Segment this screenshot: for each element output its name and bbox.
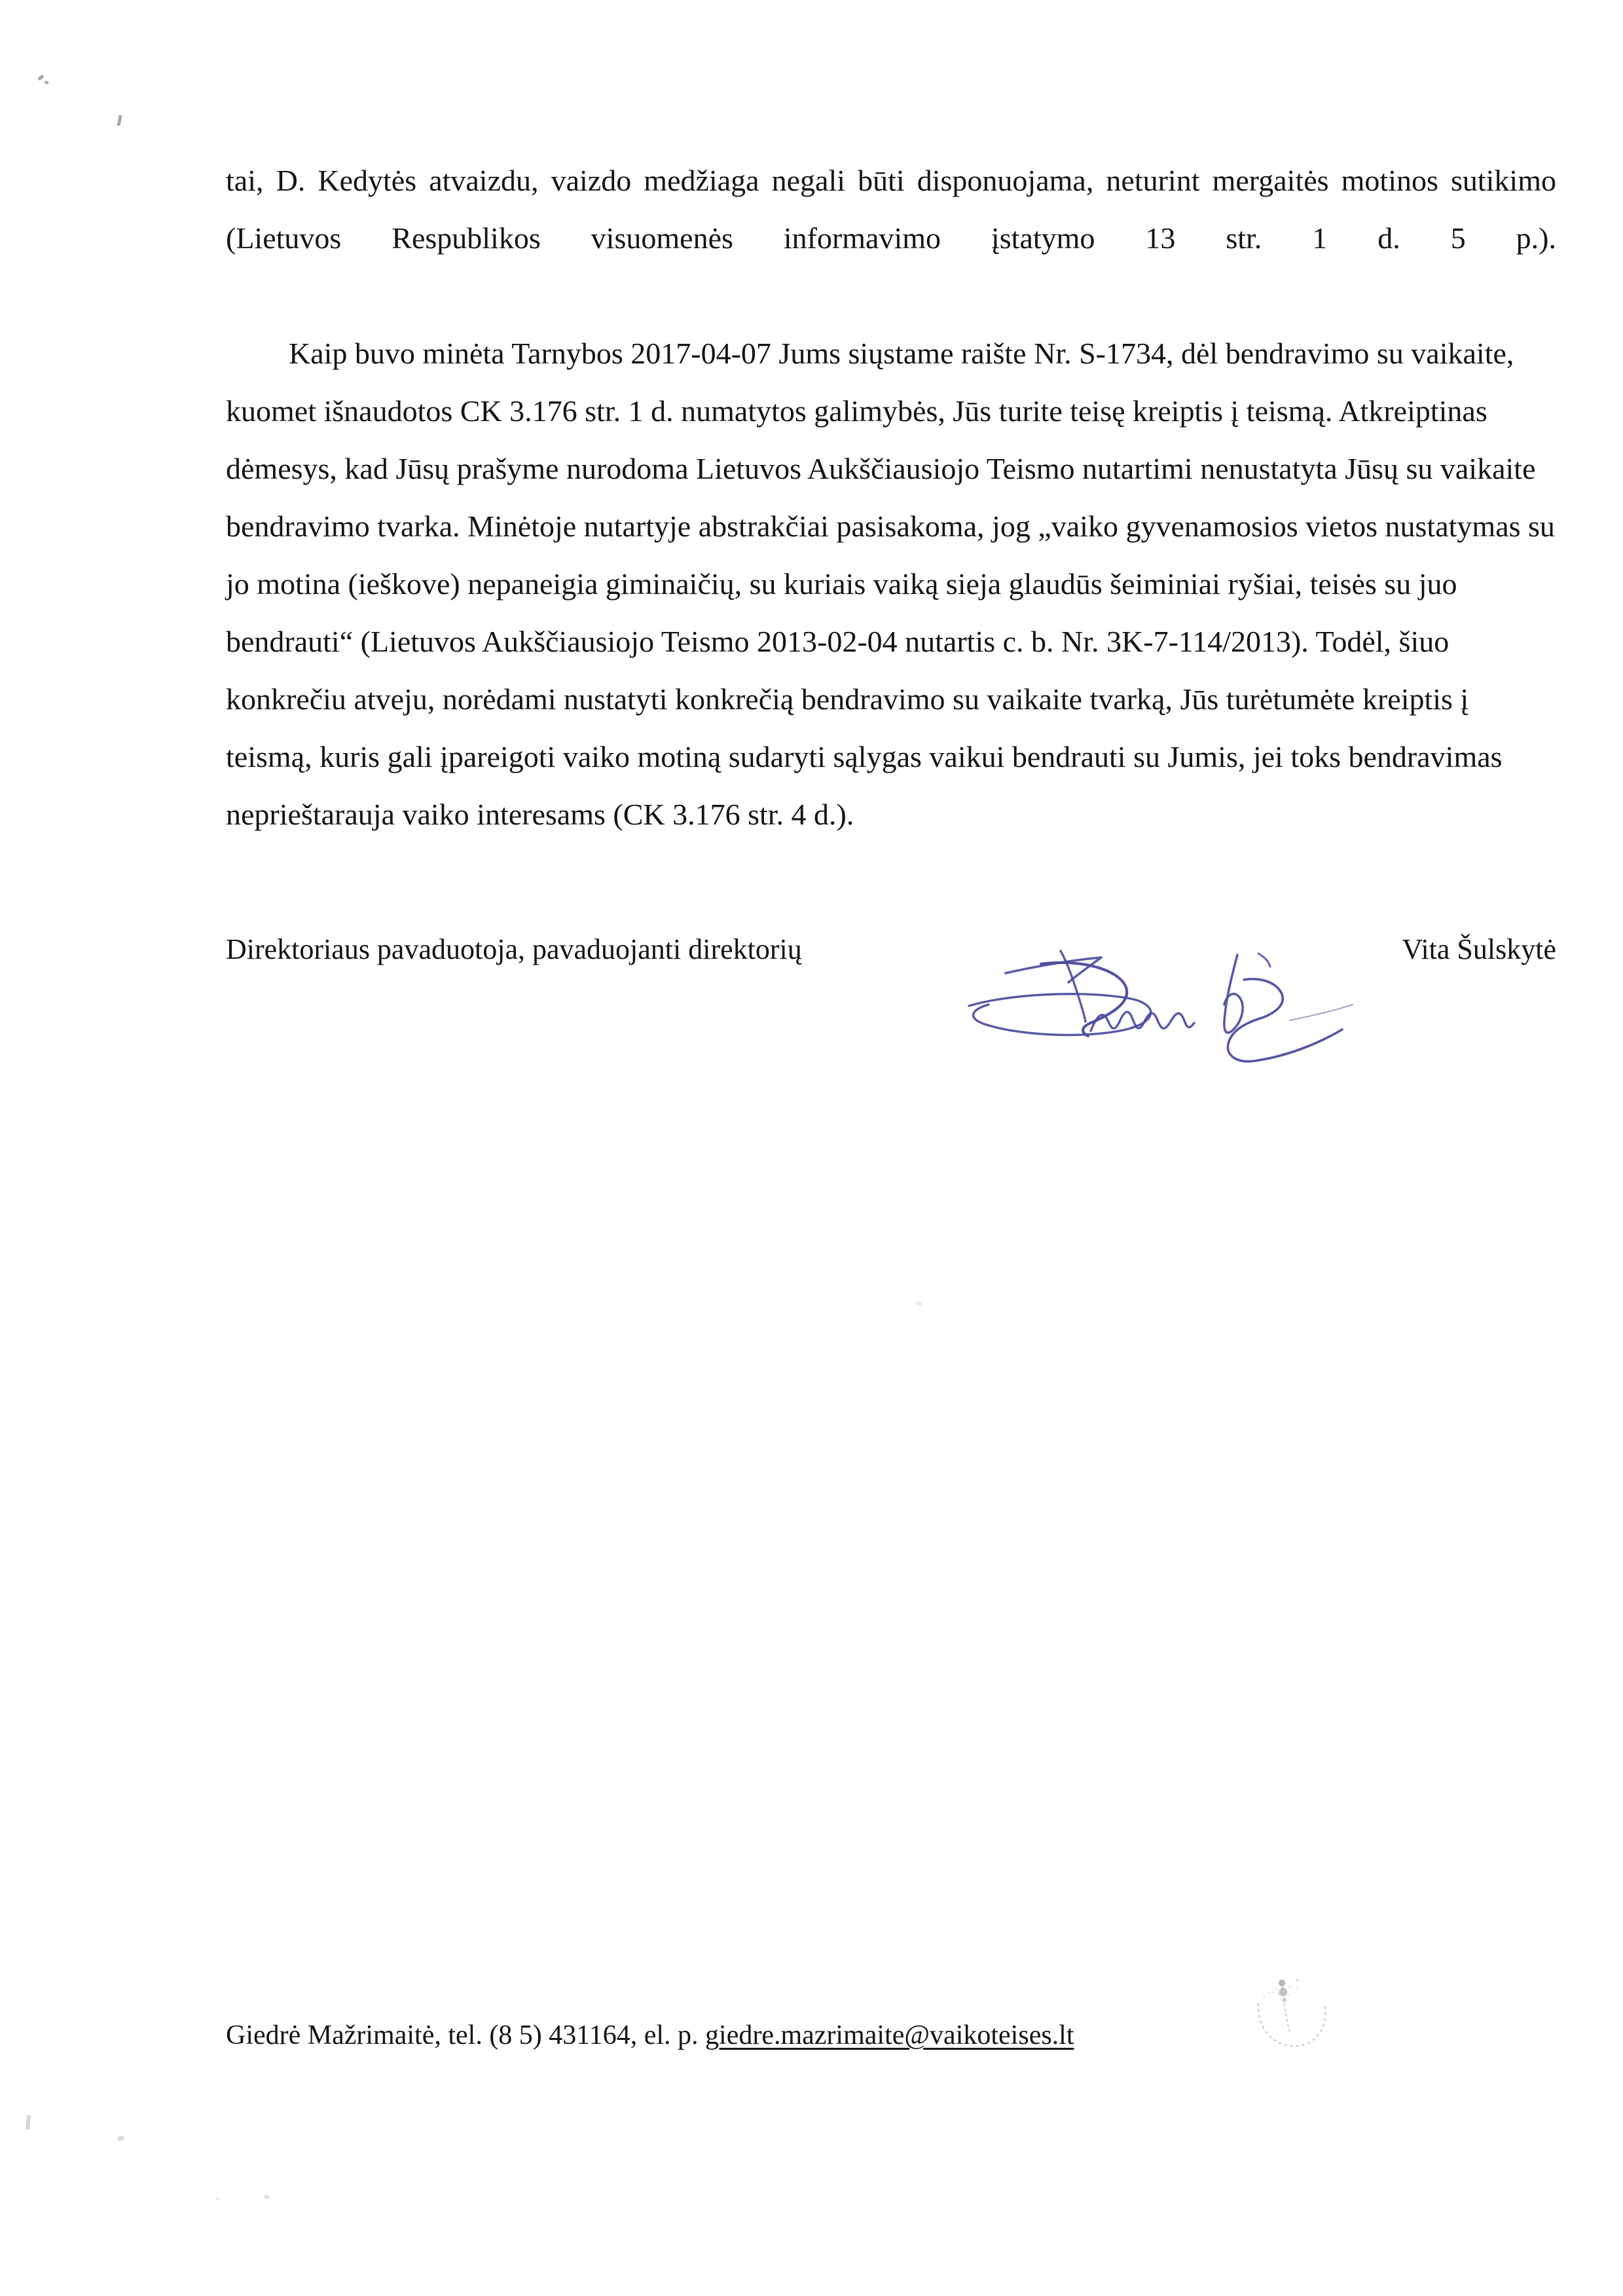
scan-speck <box>917 1302 922 1305</box>
scan-speck <box>118 2136 124 2141</box>
scan-speck <box>26 2115 31 2130</box>
signatory-name: Vita Šulskytė <box>1402 933 1556 965</box>
scan-speck <box>37 75 44 81</box>
scan-speck <box>117 115 122 126</box>
signatory-title: Direktoriaus pavaduotoja, pavaduojanti direktorių <box>226 933 802 965</box>
footer-email-link[interactable]: giedre.mazrimaite@vaikoteises.lt <box>705 2020 1074 2050</box>
scan-speck <box>264 2195 269 2198</box>
stamp-smudge-icon <box>1244 1963 1342 2062</box>
body-paragraph-2: Kaip buvo minėta Tarnybos 2017-04-07 Jums siųstame raište Nr. S-1734, dėl bendravimo su vaikaite, kuomet išnaudotos CK 3.176 str. 1 d. numatytos galimybės, Jūs turite teisę kreiptis į teismą. Atkreiptinas dėmesys, kad Jūsų prašyme nurodoma Lietuvos Aukščiausiojo Teismo nutartimi nenustatyta Jūsų su vaikaite bendravimo tvarka. Minėtoje nutartyje abstrakčiai pasisakoma, jog „vaiko gyvenamosios vietos nustatymas su jo motina (ieškove) nepaneigia giminaičių, su kuriais vaiką sieja glaudūs šeiminiai ryšiai, teisės su juo bendrauti“ (Lietuvos Aukščiausiojo Teismo 2013-02-04 nutartis c. b. Nr. 3K-7-114/2013). Todėl, šiuo konkrečiu atveju, norėdami nustatyti konkrečią bendravimo su vaikaite tvarką, Jūs turėtumėte kreiptis į teismą, kuris gali įpareigoti vaiko motiną sudaryti sąlygas vaikui bendrauti su Jumis, jei toks bendravimas neprieštarauja vaiko interesams (CK 3.176 str. 4 d.). <box>226 337 1555 831</box>
footer-contact-line <box>226 2016 1074 2055</box>
document-body <box>226 152 1556 843</box>
scan-speck <box>216 2198 219 2200</box>
body-paragraph-1: tai, D. Kedytės atvaizdu, vaizdo medžiaga negali būti disponuojama, neturint mergaitės motinos sutikimo (Lietuvos Respublikos visuomenės informavimo įstatymo 13 str. 1 d. 5 p.). <box>226 164 1556 255</box>
signature-row <box>226 929 1556 1007</box>
footer-contact-prefix: Giedrė Mažrimaitė, tel. (8 5) 431164, el. p. <box>226 2020 706 2050</box>
scan-speck <box>44 81 48 84</box>
